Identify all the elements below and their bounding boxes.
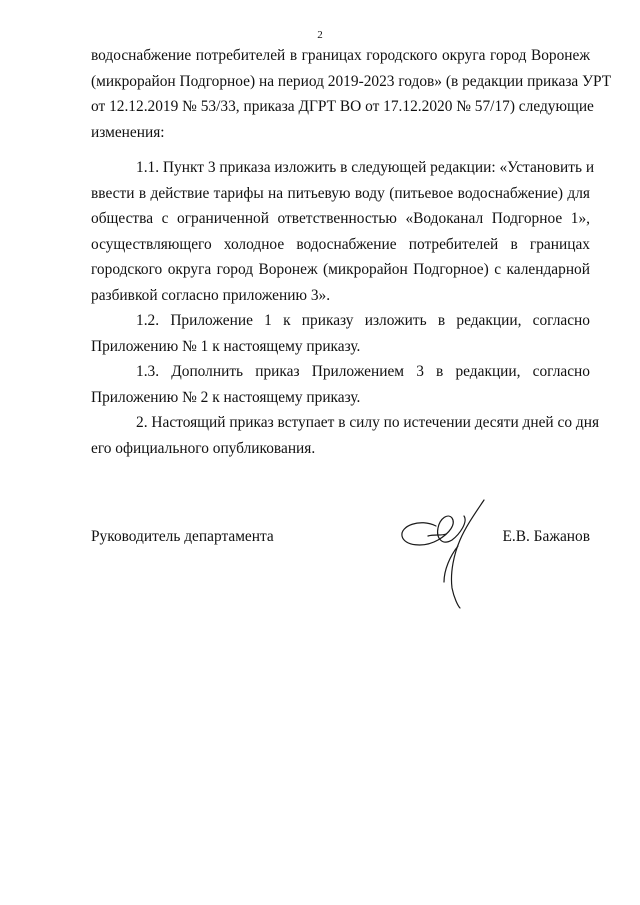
item-1-2-paragraph: [91, 308, 590, 359]
text-line: 1.1. Пункт 3 приказа изложить в следующей редакции: «Установить и: [136, 159, 595, 176]
signatory-title: Руководитель департамента: [91, 528, 274, 545]
item-1-3-paragraph: [91, 359, 590, 410]
text-line: ввести в действие тарифы на питьевую воду (питьевое водоснабжение) для: [91, 184, 590, 202]
text-line: разбивкой согласно приложению 3».: [91, 286, 331, 304]
text-line: осуществляющего холодное водоснабжение потребителей в границах: [91, 235, 590, 253]
handwritten-signature: [398, 496, 494, 610]
text-line: Приложению № 2 к настоящему приказу.: [91, 388, 361, 406]
text-line: 1.3. Дополнить приказ Приложением 3 в редакции, согласно: [136, 363, 590, 380]
text-line: общества с ограниченной ответственностью «Водоканал Подгорное 1»,: [91, 210, 590, 227]
item-2-paragraph: [91, 410, 600, 461]
intro-paragraph: [91, 43, 612, 145]
document-body: [91, 43, 612, 461]
text-line: изменения:: [91, 123, 165, 141]
signature-block: [91, 528, 590, 558]
text-line: от 12.12.2019 № 53/33, приказа ДГРТ ВО от 17.12.2020 № 57/17) следующие: [91, 98, 594, 115]
text-line: 2. Настоящий приказ вступает в силу по истечении десяти дней со дня: [136, 414, 600, 431]
item-1-1-paragraph: [91, 155, 595, 308]
text-line: Приложению № 1 к настоящему приказу.: [91, 337, 361, 355]
text-line: 1.2. Приложение 1 к приказу изложить в редакции, согласно: [136, 312, 590, 329]
text-line: (микрорайон Подгорное) на период 2019-2023 годов» (в редакции приказа УРТ: [91, 72, 612, 90]
page-number: 2: [317, 29, 323, 41]
signatory-name: Е.В. Бажанов: [502, 528, 590, 545]
text-line: городского округа город Воронеж (микрорайон Подгорное) с календарной: [91, 261, 590, 278]
text-line: водоснабжение потребителей в границах городского округа город Воронеж: [91, 47, 590, 64]
text-line: его официального опубликования.: [91, 439, 316, 457]
